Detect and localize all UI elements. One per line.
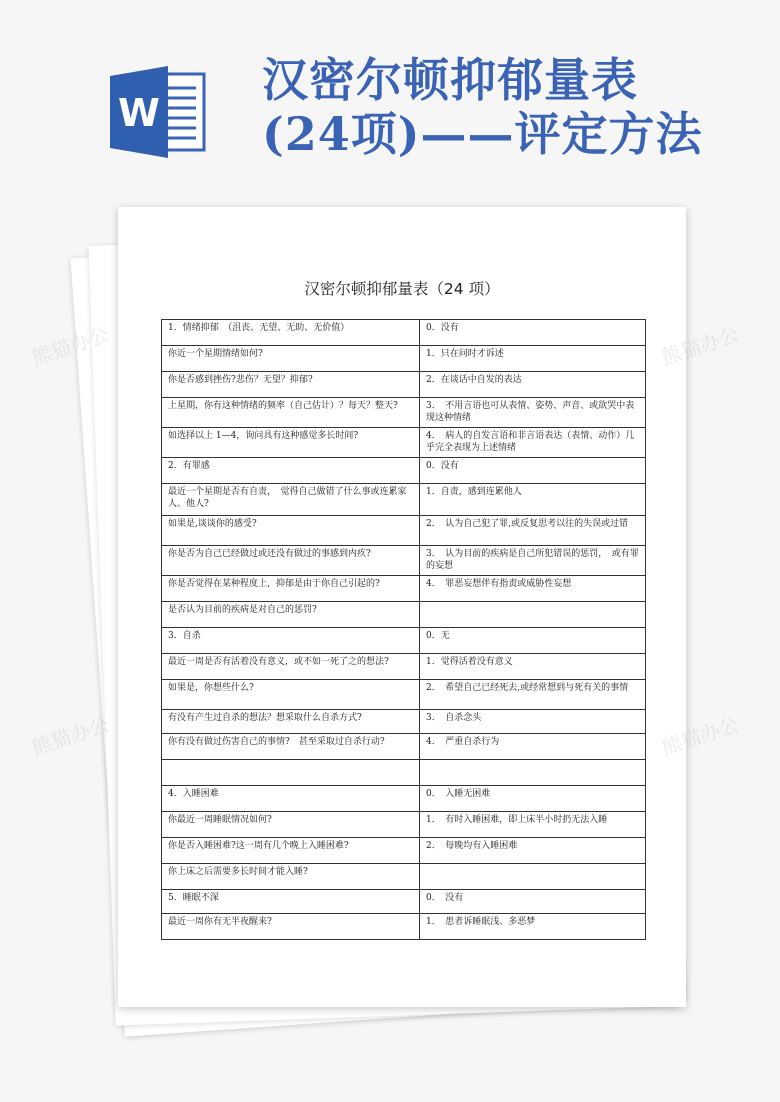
table-row bbox=[162, 546, 646, 576]
question-cell: 你是否感到挫伤?悲伤？无望？抑郁? bbox=[162, 372, 420, 398]
score-cell: 2． 希望自己已经死去,或经常想到与死有关的事情 bbox=[420, 680, 646, 710]
question-cell: 如果是,谈谈你的感受? bbox=[162, 516, 420, 546]
table-row bbox=[162, 372, 646, 398]
table-row bbox=[162, 458, 646, 484]
score-cell: 1． 患者诉睡眠浅、多恶梦 bbox=[420, 914, 646, 940]
score-cell: 0． 没有 bbox=[420, 890, 646, 914]
question-cell: 你是否觉得在某种程度上，抑郁是由于你自己引起的? bbox=[162, 576, 420, 602]
table-row bbox=[162, 628, 646, 654]
score-cell: 3． 不用言语也可从表情、姿势、声音、或欲哭中表现这种情绪 bbox=[420, 398, 646, 428]
table-row bbox=[162, 680, 646, 710]
question-cell: 有没有产生过自杀的想法？想采取什么自杀方式? bbox=[162, 710, 420, 734]
question-cell: 你是否为自己已经做过或还没有做过的事感到内疚? bbox=[162, 546, 420, 576]
score-cell: 3． 自杀念头 bbox=[420, 710, 646, 734]
table-row bbox=[162, 760, 646, 786]
score-cell: 2． 每晚均有入睡困难 bbox=[420, 838, 646, 864]
document-page bbox=[118, 207, 686, 1007]
table-row bbox=[162, 864, 646, 890]
score-cell: 0．没有 bbox=[420, 320, 646, 346]
table-row bbox=[162, 576, 646, 602]
table-row bbox=[162, 786, 646, 812]
table-row bbox=[162, 428, 646, 458]
table-row bbox=[162, 710, 646, 734]
table-row bbox=[162, 914, 646, 940]
document-title: 汉密尔顿抑郁量表（24 项） bbox=[304, 280, 500, 298]
svg-text:W: W bbox=[118, 91, 160, 135]
watermark: 熊猫办公 bbox=[28, 712, 113, 760]
score-cell: 3． 认为目前的疾病是自己所犯错误的惩罚， 或有罪的妄想 bbox=[420, 546, 646, 576]
rating-scale-table bbox=[161, 319, 646, 940]
banner-title-line2: (24项)——评定方法 bbox=[262, 107, 703, 161]
question-cell: 最近一周是否有活着没有意义，或不如一死了之的想法? bbox=[162, 654, 420, 680]
table-row bbox=[162, 838, 646, 864]
table-row bbox=[162, 346, 646, 372]
question-cell: 4．入睡困难 bbox=[162, 786, 420, 812]
score-cell: 4． 病人的自发言语和非言语表达（表情、动作）几乎完全表现为上述情绪 bbox=[420, 428, 646, 458]
word-document-icon bbox=[108, 62, 208, 162]
table-row bbox=[162, 320, 646, 346]
question-cell: 你是否入睡困难?这一周有几个晚上入睡困难? bbox=[162, 838, 420, 864]
question-cell: 你近一个星期情绪如何? bbox=[162, 346, 420, 372]
score-cell: 1． 有时入睡困难，即上床半小时扔无法入睡 bbox=[420, 812, 646, 838]
score-cell: 0．无 bbox=[420, 628, 646, 654]
question-cell: 如选择以上 1—4，询问具有这种感觉多长时间? bbox=[162, 428, 420, 458]
table-row bbox=[162, 654, 646, 680]
table-row bbox=[162, 734, 646, 760]
score-cell: 1．只在问时才诉述 bbox=[420, 346, 646, 372]
watermark: 熊猫办公 bbox=[658, 322, 743, 370]
table-row bbox=[162, 516, 646, 546]
table-row bbox=[162, 602, 646, 628]
table-row bbox=[162, 484, 646, 516]
question-cell bbox=[162, 760, 420, 786]
score-cell: 4． 严重自杀行为 bbox=[420, 734, 646, 760]
question-cell: 5．睡眠不深 bbox=[162, 890, 420, 914]
score-cell: 4． 罪恶妄想伴有指责或威胁性妄想 bbox=[420, 576, 646, 602]
score-cell bbox=[420, 864, 646, 890]
question-cell: 如果是，你想些什么? bbox=[162, 680, 420, 710]
question-cell: 最近一个星期是否有自责， 觉得自己做错了什么事或连累家人、他人? bbox=[162, 484, 420, 516]
table-row bbox=[162, 398, 646, 428]
watermark: 熊猫办公 bbox=[28, 322, 113, 370]
question-cell: 你上床之后需要多长时间才能入睡? bbox=[162, 864, 420, 890]
score-cell: 1．自责，感到连累他人 bbox=[420, 484, 646, 516]
score-cell: 0． 入睡无困难 bbox=[420, 786, 646, 812]
table-row bbox=[162, 890, 646, 914]
score-cell bbox=[420, 760, 646, 786]
question-cell: 你有没有做过伤害自己的事情? 甚至采取过自杀行动? bbox=[162, 734, 420, 760]
watermark: 熊猫办公 bbox=[658, 712, 743, 760]
score-cell: 2． 认为自己犯了罪,或反复思考以往的失误或过错 bbox=[420, 516, 646, 546]
question-cell: 是否认为目前的疾病是对自己的惩罚? bbox=[162, 602, 420, 628]
score-cell: 0．没有 bbox=[420, 458, 646, 484]
score-cell bbox=[420, 602, 646, 628]
question-cell: 你最近一周睡眠情况如何? bbox=[162, 812, 420, 838]
question-cell: 1．情绪抑郁 （沮丧、无望、无助、无价值） bbox=[162, 320, 420, 346]
score-cell: 2．在谈话中自发的表达 bbox=[420, 372, 646, 398]
question-cell: 上星期，你有这种情绪的频率（自己估计）？每天？整天? bbox=[162, 398, 420, 428]
table-row bbox=[162, 812, 646, 838]
question-cell: 2．有罪感 bbox=[162, 458, 420, 484]
question-cell: 最近一周你有无半夜醒来? bbox=[162, 914, 420, 940]
banner-title-line1: 汉密尔顿抑郁量表 bbox=[262, 53, 638, 107]
question-cell: 3．自杀 bbox=[162, 628, 420, 654]
score-cell: 1．觉得活着没有意义 bbox=[420, 654, 646, 680]
